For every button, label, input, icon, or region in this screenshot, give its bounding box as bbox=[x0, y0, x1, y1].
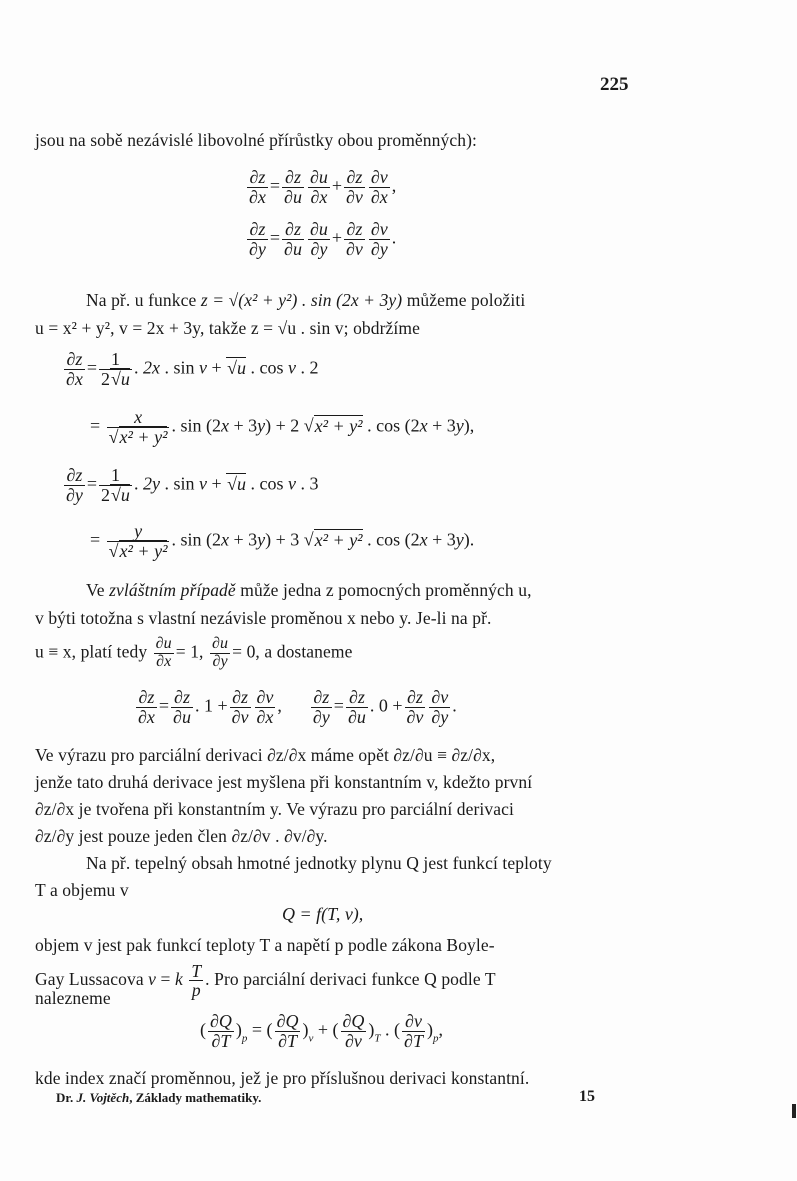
text-line: nalezneme bbox=[35, 988, 111, 1008]
equation-chain-rule-y: $\frac{\partial z}{\partial y}$ = $\frac{\partial z}{\partial u}$ $\frac{\partial u}{\partial y}$ + $\frac{\partial z}{\partial v}$ $\frac{\partial v}{\partial y}$ . bbox=[249, 219, 397, 259]
text-line: u ≡ x, platí tedy $\frac{\partial u}{\partial x}$ = 1, $\frac{\partial u}{\partial y}$ = 0, a dostaneme bbox=[35, 635, 353, 670]
text-line: kde index značí proměnnou, jež je pro příslušnou derivaci konstantní. bbox=[35, 1068, 530, 1088]
equation-heat-content: Q = f(T, v), bbox=[282, 904, 364, 924]
text-line: Ve zvláštním případě může jedna z pomocných proměnných u, bbox=[86, 580, 532, 600]
equation-partial-Q: ( $\frac{\partial Q}{\partial T}$ )$_p$ = ( $\frac{\partial Q}{\partial T}$ )$_v$ + ( $\frac{\partial Q}{\partial v}$ )$_T$ . ( $\frac{\partial v}{\partial T}$ )$_p$, bbox=[200, 1011, 443, 1051]
equation-dz-dx-expanded: = $\frac{x}{\text{√x² + y²}}$ . sin (2x + 3y) + 2 √x² + y² . cos (2x + 3y), bbox=[90, 407, 475, 447]
equation-special-case: $\frac{\partial z}{\partial x}$ = $\frac{\partial z}{\partial u}$ . 1 + $\frac{\partial z}{\partial v}$ $\frac{\partial v}{\partial x}$ , $\frac{\partial z}{\partial y}$ = $\frac{\partial z}{\partial u}$ . 0 + $\frac{\partial z}{\partial v}$ $\frac{\partial v}{\partial y}$ . bbox=[138, 687, 457, 727]
running-footer: Dr. J. Vojtěch, Základy mathematiky. bbox=[56, 1090, 262, 1105]
page-number: 225 bbox=[600, 74, 629, 95]
text-line: ∂z/∂x je tvořena při konstantním y. Ve výrazu pro parciální derivaci bbox=[35, 799, 514, 819]
equation-dz-dx: $\frac{\partial z}{\partial x}$ = $\frac{1}{2√u}$ . 2x . sin v + √u . cos v . 2 bbox=[66, 349, 319, 389]
text-line: v býti totožna s vlastní nezávisle proměnou x nebo y. Je-li na př. bbox=[35, 608, 492, 628]
text-line: T a objemu v bbox=[35, 880, 129, 900]
equation-dz-dy: $\frac{\partial z}{\partial y}$ = $\frac{1}{2√u}$ . 2y . sin v + √u . cos v . 3 bbox=[66, 465, 319, 505]
text-line: ∂z/∂y jest pouze jeden člen ∂z/∂v . ∂v/∂y. bbox=[35, 826, 328, 846]
text-line: jsou na sobě nezávislé libovolné přírůstky obou proměnných): bbox=[35, 130, 477, 150]
text-line: jenže tato druhá derivace jest myšlena při konstantním v, kdežto první bbox=[35, 772, 533, 792]
text-line: Gay Lussacova v = k $\frac{T}{p}$ . Pro parciální derivaci funkce Q podle T bbox=[35, 961, 496, 1001]
equation-chain-rule-x: $\frac{\partial z}{\partial x}$ = $\frac{\partial z}{\partial u}$ $\frac{\partial u}{\partial x}$ + $\frac{\partial z}{\partial v}$ $\frac{\partial v}{\partial x}$ , bbox=[249, 167, 397, 207]
text-line: u = x² + y², v = 2x + 3y, takže z = √u . sin v; obdržíme bbox=[35, 318, 420, 338]
text-line: Ve výrazu pro parciální derivaci ∂z/∂x máme opět ∂z/∂u ≡ ∂z/∂x, bbox=[35, 745, 496, 765]
scan-edge-mark bbox=[792, 1104, 796, 1118]
text-line: Na př. u funkce z = √(x² + y²) . sin (2x + 3y) můžeme položiti bbox=[86, 290, 526, 310]
text-line: objem v jest pak funkcí teploty T a napětí p podle zákona Boyle- bbox=[35, 935, 495, 955]
signature-mark: 15 bbox=[579, 1088, 595, 1105]
text-line: Na př. tepelný obsah hmotné jednotky plynu Q jest funkcí teploty bbox=[86, 853, 552, 873]
equation-dz-dy-expanded: = $\frac{y}{\text{√x² + y²}}$ . sin (2x + 3y) + 3 √x² + y² . cos (2x + 3y). bbox=[90, 521, 475, 561]
